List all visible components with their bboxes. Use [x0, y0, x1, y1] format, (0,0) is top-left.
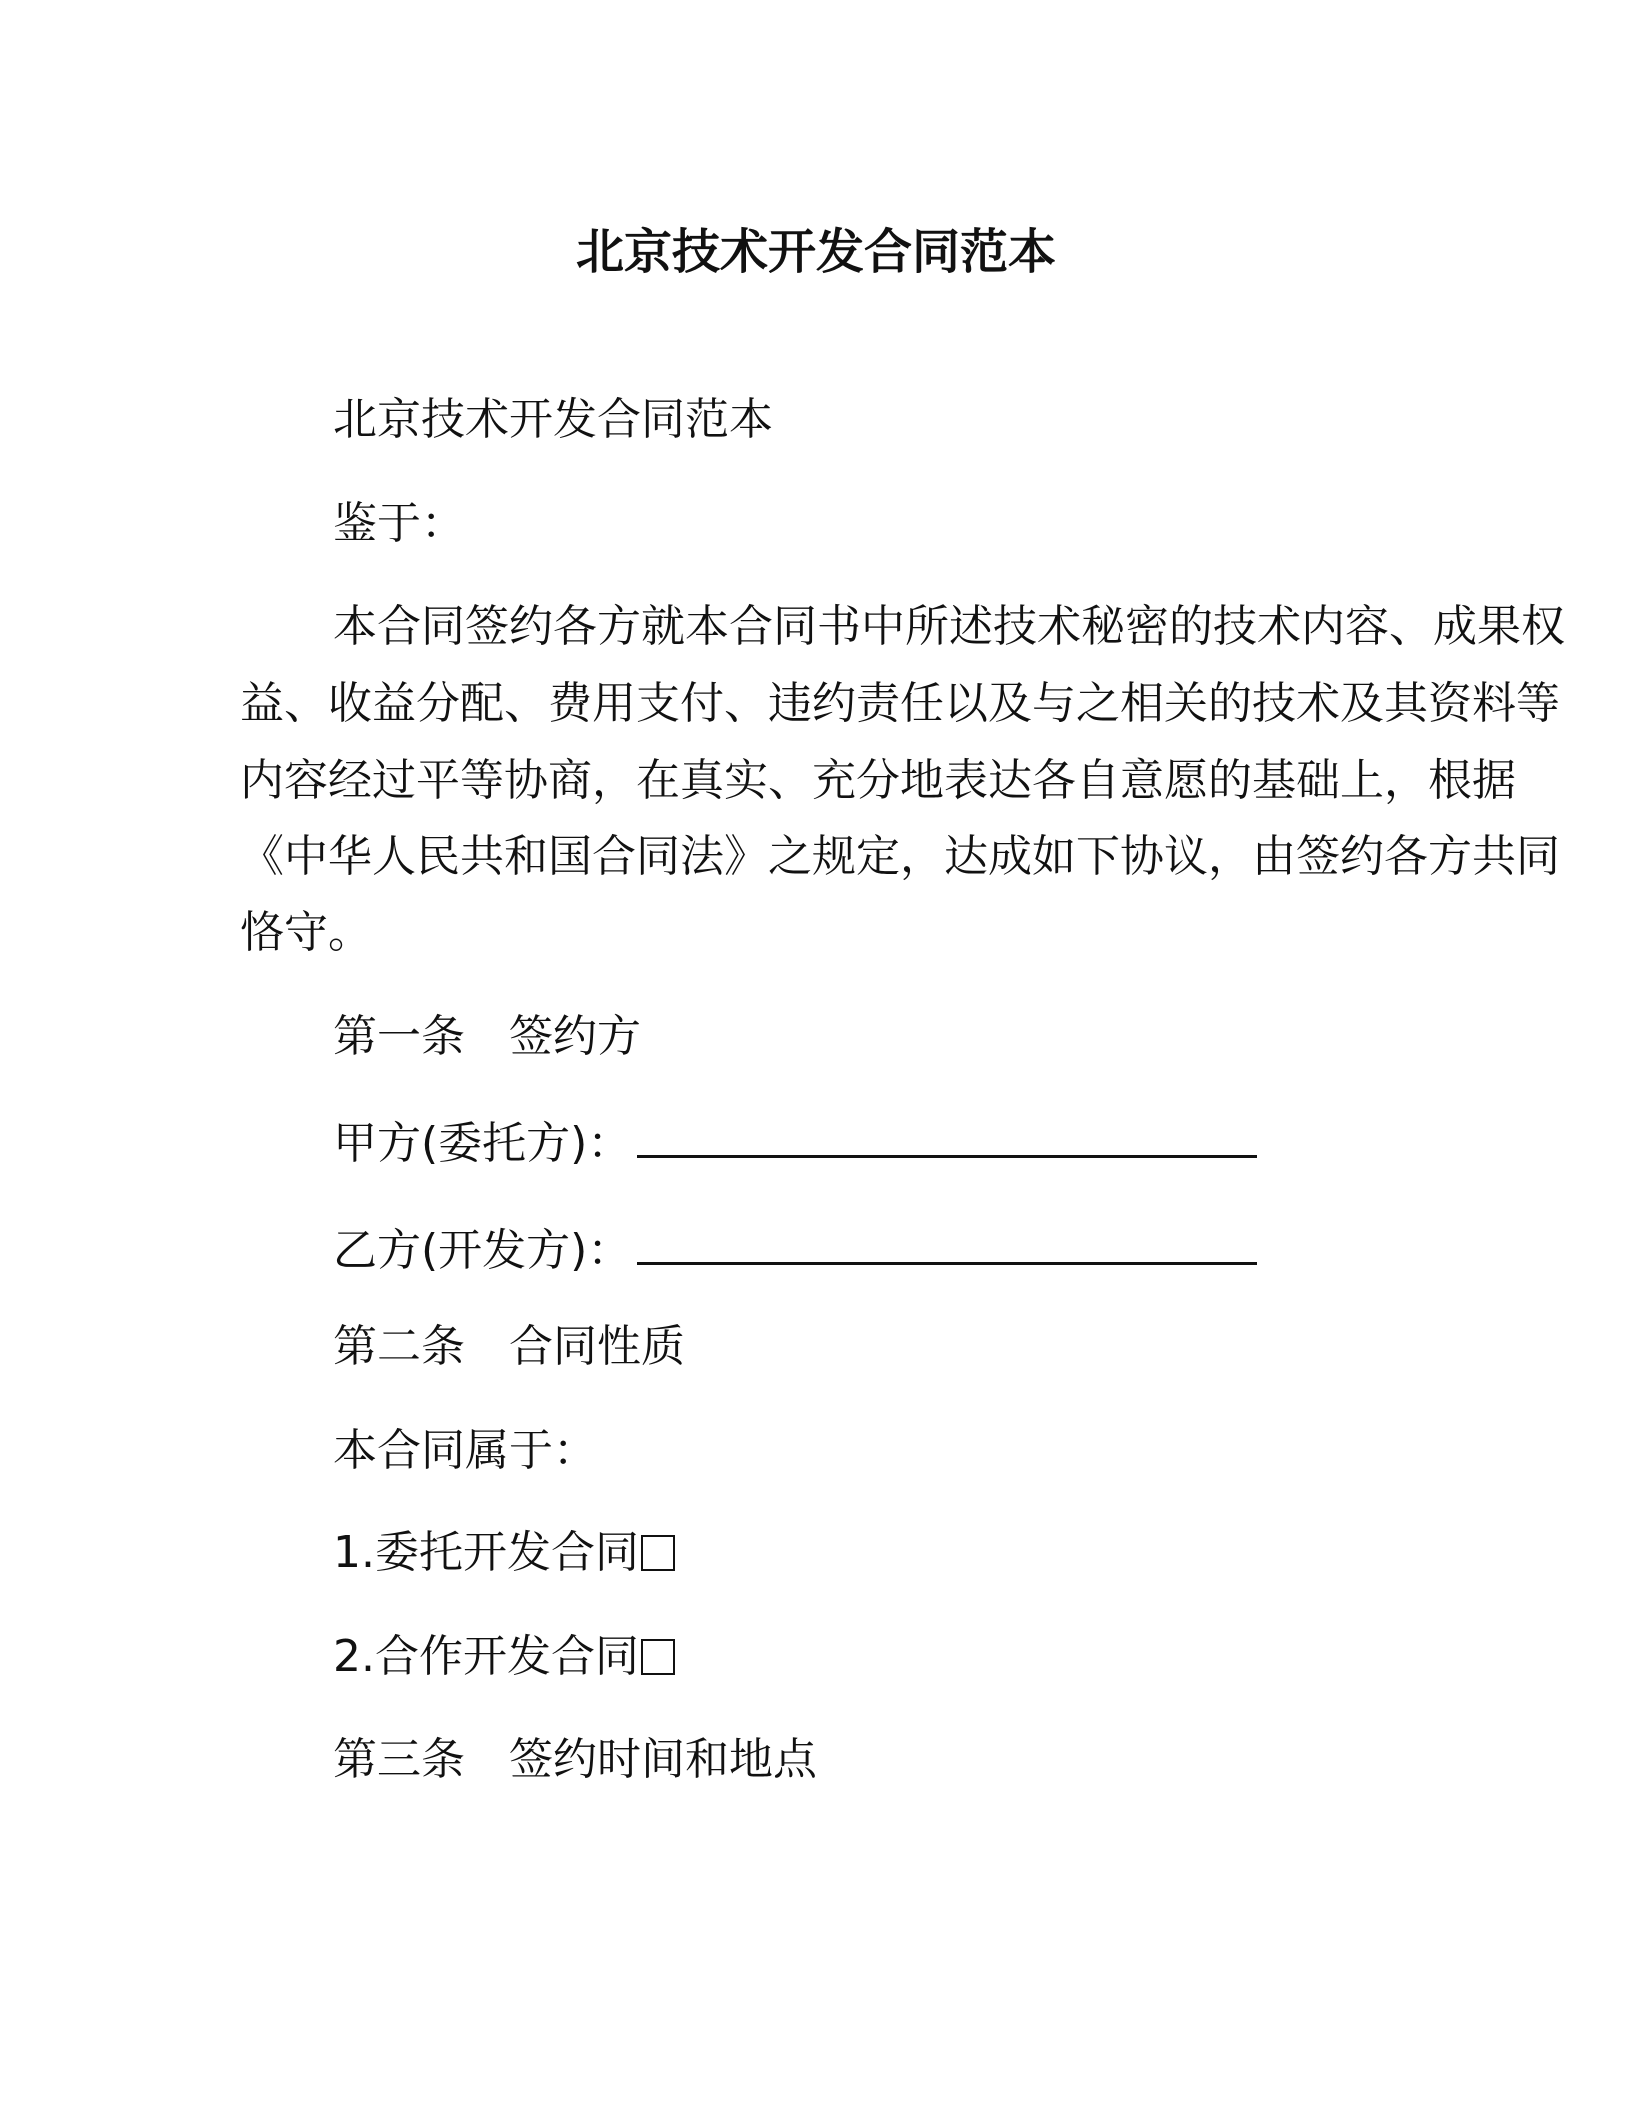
option-row [333, 1523, 675, 1583]
preamble-line: 恪守。 [240, 907, 372, 958]
option2-label: 2.合作开发合同 [333, 1631, 639, 1682]
subtitle: 北京技术开发合同范本 [333, 394, 773, 445]
article2-heading: 第二条 合同性质 [333, 1321, 685, 1372]
party-a-blank[interactable] [637, 1115, 1257, 1158]
party-b-row [333, 1221, 1257, 1281]
party-a-row [333, 1114, 1257, 1174]
article3-heading: 第三条 签约时间和地点 [333, 1734, 817, 1785]
document-title: 北京技术开发合同范本 [575, 224, 1056, 280]
preamble-line: 本合同签约各方就本合同书中所述技术秘密的技术内容、成果权 [333, 601, 1565, 652]
article1-heading: 第一条 签约方 [333, 1011, 641, 1062]
preamble-line: 益、收益分配、费用支付、违约责任以及与之相关的技术及其资料等 [240, 678, 1560, 729]
party-b-label: 乙方(开发方)： [333, 1225, 632, 1276]
option-row [333, 1627, 675, 1687]
preamble-line: 内容经过平等协商，在真实、充分地表达各自意愿的基础上，根据 [240, 755, 1516, 806]
option1-label: 1.委托开发合同 [333, 1527, 639, 1578]
option1-checkbox[interactable] [641, 1535, 675, 1571]
whereas-label: 鉴于： [333, 498, 465, 549]
party-a-label: 甲方(委托方)： [333, 1118, 632, 1169]
option2-checkbox[interactable] [641, 1639, 675, 1675]
article2-intro: 本合同属于： [333, 1425, 597, 1476]
party-b-blank[interactable] [637, 1222, 1257, 1265]
preamble-line: 《中华人民共和国合同法》之规定，达成如下协议，由签约各方共同 [240, 831, 1560, 882]
